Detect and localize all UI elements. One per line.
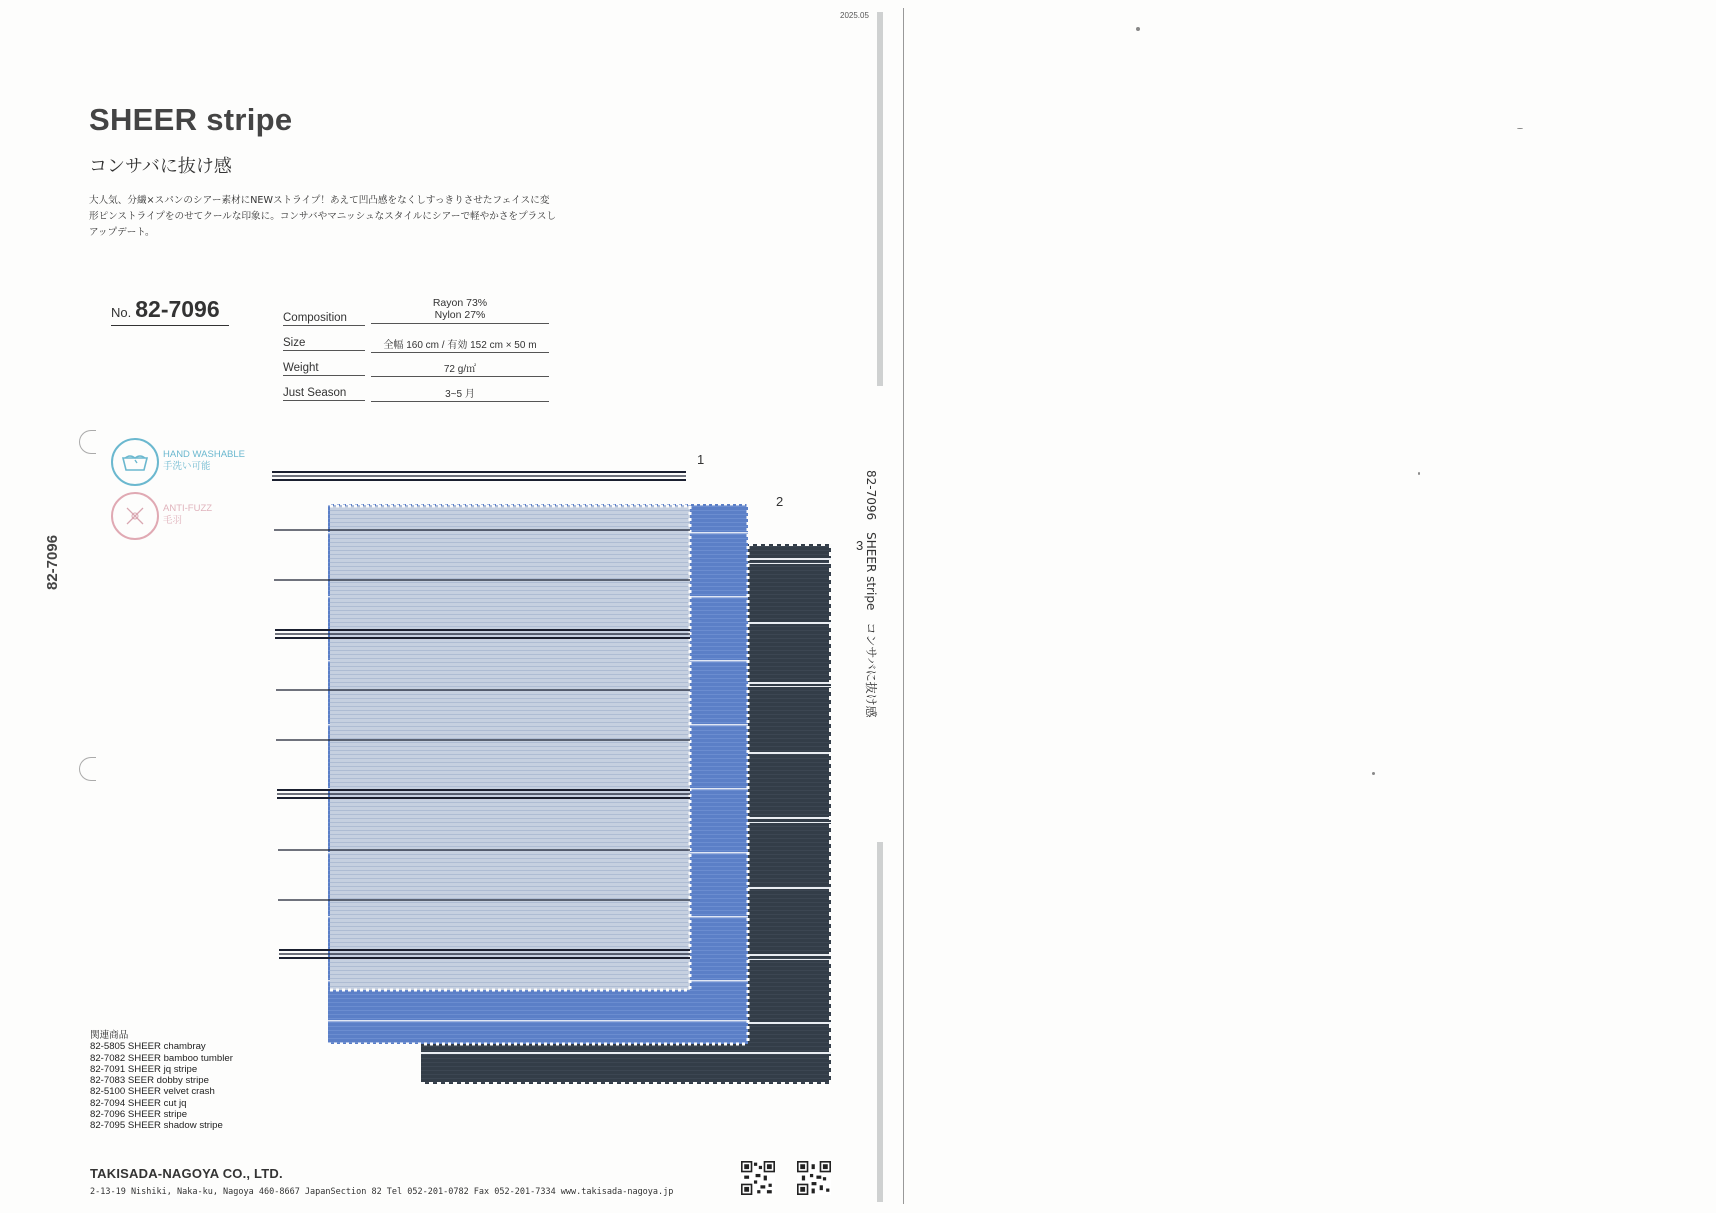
list-item: 82-5100 SHEER velvet crash (90, 1086, 215, 1098)
side-product-code: 82-7096 (44, 534, 61, 590)
composition-value (371, 297, 549, 321)
anti-fuzz-icon (111, 492, 159, 540)
company-name: TAKISADA-NAGOYA CO., LTD. (90, 1166, 283, 1181)
scan-speck (1517, 128, 1523, 129)
qr-code-icon[interactable] (797, 1161, 831, 1195)
anti-fuzz-text-en: ANTI-FUZZ (163, 503, 213, 514)
top-spine-rule (877, 12, 883, 386)
weight-label: Weight (283, 362, 365, 376)
list-item: 82-7082 SHEER bamboo tumbler (90, 1052, 233, 1064)
page-divider (903, 8, 904, 1204)
page-title: SHEER stripe (89, 102, 293, 137)
swatch-label-3: 3 (856, 538, 864, 553)
scan-speck (1136, 27, 1140, 31)
binder-hole-top (79, 430, 96, 454)
season-value: 3~5 月 (371, 385, 549, 402)
spine-text: 82-7096 SHEER stripe コンサバに抜け感 (864, 470, 878, 718)
composition-line-2: Nylon 27% (434, 309, 486, 321)
composition-rule (371, 323, 549, 324)
description: 大人気、分繊×スパンのシアー素材にNEWストライプ！あえて凹凸感をなくしすっきりさせたフェイスに変形ピンストライプをのせてクールな印象に。コンサバやマニッシュなスタイルにシアーで軽やかさをプラスしアップデート。 (89, 195, 557, 238)
issue-date: 2025.05 (840, 11, 869, 20)
related-heading: 関連商品 (90, 1030, 129, 1041)
product-number (111, 296, 229, 326)
product-number-value: 82-7096 (135, 296, 220, 322)
swatch-1-light (330, 506, 690, 990)
hand-wash-text-en: HAND WASHABLE (163, 449, 245, 460)
list-item: 82-7094 SHEER cut jq (90, 1097, 187, 1109)
fabric-swatches (266, 462, 836, 1092)
composition-line-1: Rayon 73% (432, 297, 488, 309)
product-number-label: No. (111, 305, 132, 320)
list-item: 82-7096 SHEER stripe (90, 1109, 188, 1121)
bottom-spine-rule (877, 842, 883, 1202)
list-item: 82-7083 SEER dobby stripe (90, 1075, 209, 1087)
related-products (90, 1030, 233, 1132)
anti-fuzz-text-jp: 毛羽 (163, 515, 183, 526)
binder-hole-bottom (79, 757, 96, 781)
swatch-label-2: 2 (776, 494, 784, 509)
composition-label: Composition (283, 312, 365, 326)
swatch-label-1: 1 (697, 452, 705, 467)
list-item: 82-5805 SHEER chambray (90, 1041, 206, 1053)
scan-speck (1372, 772, 1375, 775)
company-address: 2-13-19 Nishiki, Naka-ku, Nagoya 460-8667 JapanSection 82 Tel 052-201-0782 Fax 052-201-7334 www.takisada-nagoya.jp (90, 1187, 674, 1197)
hand-wash-text-jp: 手洗い可能 (163, 461, 211, 472)
hand-wash-label (163, 449, 245, 473)
hand-wash-icon (111, 438, 159, 486)
weight-value: 72 g/㎡ (371, 360, 549, 377)
season-label: Just Season (283, 387, 365, 401)
scan-speck (1418, 472, 1420, 475)
size-label: Size (283, 337, 365, 351)
anti-fuzz-label (163, 503, 212, 527)
list-item: 82-7095 SHEER shadow stripe (90, 1120, 223, 1132)
qr-code-icon[interactable] (741, 1161, 775, 1195)
list-item: 82-7091 SHEER jq stripe (90, 1063, 198, 1075)
page-subtitle: コンサバに抜け感 (89, 156, 232, 177)
size-value: 全幅 160 cm / 有効 152 cm × 50 m (371, 336, 549, 353)
